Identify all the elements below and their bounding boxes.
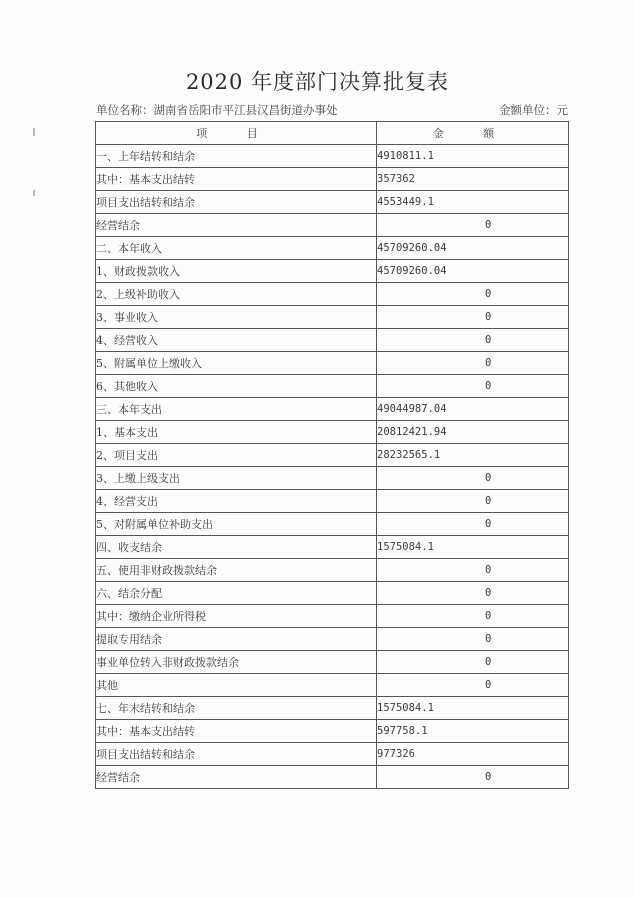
unit-line [96, 102, 568, 118]
table-row [96, 352, 569, 375]
row-item: 4、经营收入 [96, 329, 377, 352]
row-item: 项目支出结转和结余 [96, 743, 377, 766]
row-amount: 977326 [377, 743, 569, 766]
row-item: 一、上年结转和结余 [96, 145, 377, 168]
table-row [96, 306, 569, 329]
row-item: 6、其他收入 [96, 375, 377, 398]
row-item: 提取专用结余 [96, 628, 377, 651]
row-item: 其中：基本支出结转 [96, 720, 377, 743]
table-row [96, 651, 569, 674]
row-amount: 0 [377, 628, 569, 651]
table-row [96, 467, 569, 490]
row-amount: 1575084.1 [377, 536, 569, 559]
row-item: 5、附属单位上缴收入 [96, 352, 377, 375]
row-item: 七、年末结转和结余 [96, 697, 377, 720]
table-row [96, 720, 569, 743]
row-item: 项目支出结转和结余 [96, 191, 377, 214]
table-row [96, 559, 569, 582]
unit-name-label: 单位名称：湖南省岳阳市平江县汉昌街道办事处 [96, 103, 338, 117]
row-amount: 0 [377, 283, 569, 306]
table-row [96, 191, 569, 214]
table-row [96, 490, 569, 513]
row-item: 2、项目支出 [96, 444, 377, 467]
header-amount: 金 额 [377, 122, 569, 145]
row-item: 1、基本支出 [96, 421, 377, 444]
row-amount: 0 [377, 214, 569, 237]
row-amount: 0 [377, 467, 569, 490]
row-amount: 45709260.04 [377, 237, 569, 260]
row-item: 六、结余分配 [96, 582, 377, 605]
table-row [96, 214, 569, 237]
table-row [96, 421, 569, 444]
table-row [96, 674, 569, 697]
row-amount: 28232565.1 [377, 444, 569, 467]
row-amount: 0 [377, 674, 569, 697]
row-item: 五、使用非财政拨款结余 [96, 559, 377, 582]
row-amount: 0 [377, 490, 569, 513]
row-item: 二、本年收入 [96, 237, 377, 260]
row-amount: 0 [377, 605, 569, 628]
row-amount: 20812421.94 [377, 421, 569, 444]
row-amount: 0 [377, 582, 569, 605]
row-item: 四、收支结余 [96, 536, 377, 559]
table-row [96, 329, 569, 352]
table-row [96, 766, 569, 789]
row-amount: 597758.1 [377, 720, 569, 743]
page-title: 2020 年度部门决算批复表 [185, 70, 450, 94]
row-item: 5、对附属单位补助支出 [96, 513, 377, 536]
table-row [96, 605, 569, 628]
row-item: 事业单位转入非财政拨款结余 [96, 651, 377, 674]
table-row [96, 375, 569, 398]
row-amount: 0 [377, 329, 569, 352]
row-amount: 357362 [377, 168, 569, 191]
row-item: 1、财政拨款收入 [96, 260, 377, 283]
table-row [96, 283, 569, 306]
scan-mark [33, 128, 35, 136]
row-item: 其中：缴纳企业所得税 [96, 605, 377, 628]
header-item: 项 目 [96, 122, 377, 145]
table-row [96, 398, 569, 421]
row-amount: 45709260.04 [377, 260, 569, 283]
amount-unit-label: 金额单位：元 [499, 103, 568, 117]
table-row [96, 168, 569, 191]
row-amount: 0 [377, 513, 569, 536]
table-row [96, 145, 569, 168]
row-amount: 0 [377, 352, 569, 375]
table-row [96, 582, 569, 605]
row-item: 三、本年支出 [96, 398, 377, 421]
table-header-row [96, 122, 569, 145]
row-item: 经营结余 [96, 766, 377, 789]
row-amount: 49044987.04 [377, 398, 569, 421]
row-amount: 4553449.1 [377, 191, 569, 214]
row-item: 经营结余 [96, 214, 377, 237]
row-item: 3、事业收入 [96, 306, 377, 329]
report-table [95, 121, 569, 789]
table-row [96, 237, 569, 260]
row-item: 4、经营支出 [96, 490, 377, 513]
table-row [96, 536, 569, 559]
row-item: 其中：基本支出结转 [96, 168, 377, 191]
row-item: 2、上级补助收入 [96, 283, 377, 306]
table-row [96, 628, 569, 651]
row-amount: 0 [377, 306, 569, 329]
table-row [96, 697, 569, 720]
row-amount: 0 [377, 375, 569, 398]
table-row [96, 260, 569, 283]
table-row [96, 444, 569, 467]
row-amount: 0 [377, 651, 569, 674]
row-amount: 4910811.1 [377, 145, 569, 168]
table-row [96, 743, 569, 766]
row-item: 其他 [96, 674, 377, 697]
row-amount: 0 [377, 559, 569, 582]
row-item: 3、上缴上级支出 [96, 467, 377, 490]
row-amount: 1575084.1 [377, 697, 569, 720]
row-amount: 0 [377, 766, 569, 789]
table-row [96, 513, 569, 536]
scan-mark [33, 190, 35, 196]
